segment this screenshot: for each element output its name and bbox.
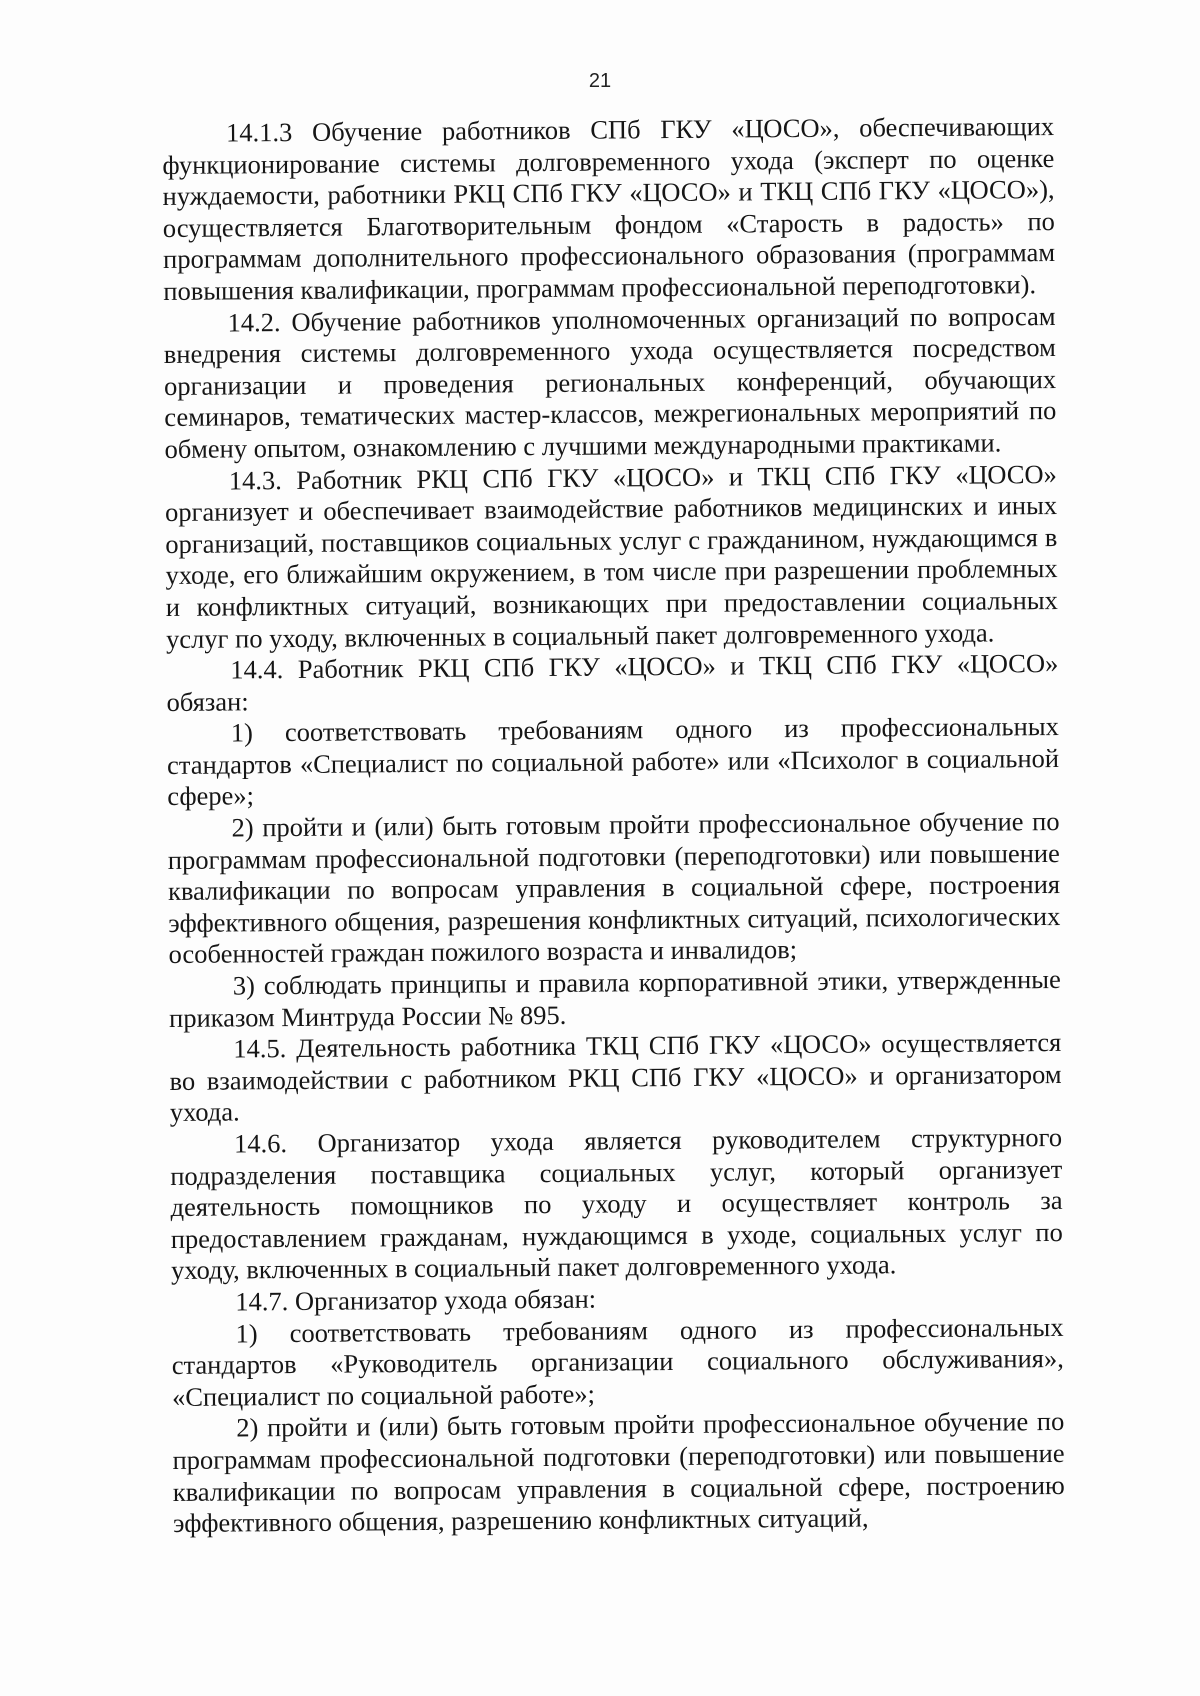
page-number: 21 [588,70,612,92]
paragraph-14-7-item-2: 2) пройти и (или) быть готовым пройти профессиональное обучение по программам профессиональной подготовки (переподготовки) или повышение квалификации по вопросам управления в социальной сфере, построению эффективного общения, разрешению конфликтных ситуаций, [172,1406,1065,1539]
paragraph-14-6: 14.6. Организатор ухода является руководителем структурного подразделения поставщика социальных услуг, который организует деятельность помощников по уходу и осуществляет контроль за предоставлением гражданам, нуждающимся в уходе, социальных услуг по уходу, включенных в социальный пакет долговременного ухода. [170,1121,1063,1286]
paragraph-14-7-item-1: 1) соответствовать требованиям одного из профессиональных стандартов «Руководитель организации социального обслуживания», «Специалист по социальной работе»; [171,1311,1064,1412]
paragraph-14-4-item-3: 3) соблюдать принципы и правила корпоративной этики, утвержденные приказом Минтруда России № 895. [168,963,1061,1033]
paragraph-14-4-item-2: 2) пройти и (или) быть готовым пройти профессиональное обучение по программам профессиональной подготовки (переподготовки) или повышение квалификации по вопросам управления в социальной сфере, построения эффективного общения, разрешения конфликтных ситуаций, психологических особенностей граждан пожилого возраста и инвалидов; [167,806,1061,970]
paragraph-14-3: 14.3. Работник РКЦ СПб ГКУ «ЦОСО» и ТКЦ СПб ГКУ «ЦОСО» организует и обеспечивает взаимодействие работников медицинских и иных организаций, поставщиков социальных услуг с гражданином, нуждающимся в уходе, его ближайшим окружением, в том числе при разрешении проблемных и конфликтных ситуаций, возникающих при предоставлении социальных услуг по уходу, включенных в социальный пакет долговременного ухода. [164,458,1058,654]
paragraph-14-7: 14.7. Организатор ухода обязан: [235,1283,597,1317]
paragraph-14-4: 14.4. Работник РКЦ СПб ГКУ «ЦОСО» и ТКЦ СПб ГКУ «ЦОСО» обязан: [166,648,1059,717]
paragraph-14-2: 14.2. Обучение работников уполномоченных организаций по вопросам внедрения системы долговременного ухода осуществляется посредством организации и проведения региональных конференций, обучающих семинаров, тематических мастер-классов, межрегиональных мероприятий по обмену опытом, ознакомлению с лучшими международными практиками. [163,300,1057,464]
paragraph-14-1-3: 14.1.3 Обучение работников СПб ГКУ «ЦОСО», обеспечивающих функционирование системы долговременного ухода (эксперт по оценке нуждаемости, работники РКЦ СПб ГКУ «ЦОСО» и ТКЦ СПб ГКУ «ЦОСО»), осуществляется Благотворительным фондом «Старость в радость» по программам дополнительного профессионального образования (программам повышения квалификации, программам профессиональной переподготовки). [162,110,1056,306]
paragraph-14-4-item-1: 1) соответствовать требованиям одного из профессиональных стандартов «Специалист по социальной работе» или «Психолог в социальной сфере»; [166,711,1060,812]
paragraph-14-5: 14.5. Деятельность работника ТКЦ СПб ГКУ «ЦОСО» осуществляется во взаимодействии с работником РКЦ СПб ГКУ «ЦОСО» и организатором ухода. [169,1027,1062,1128]
document-body [162,111,1065,1540]
